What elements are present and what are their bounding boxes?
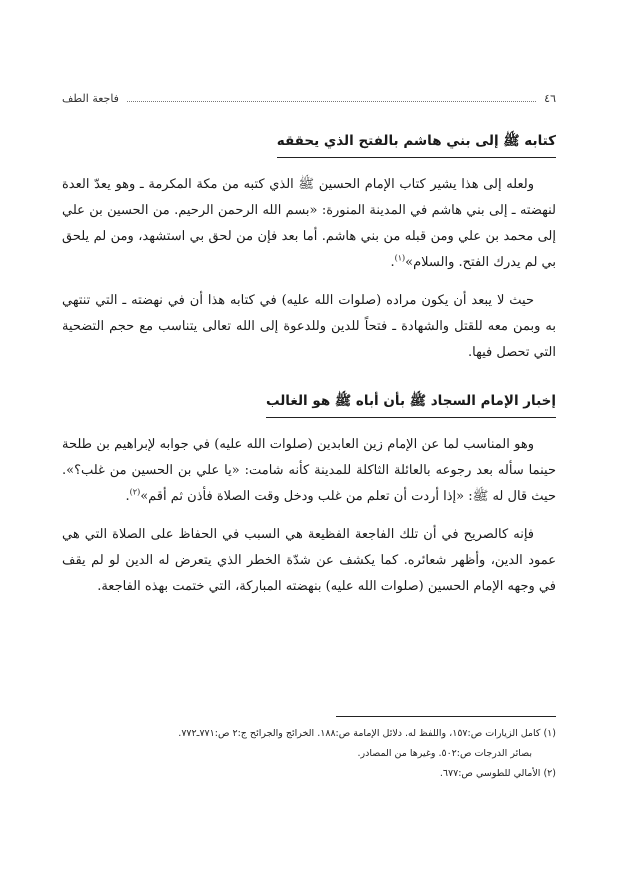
paragraph-text: ولعله إلى هذا يشير كتاب الإمام الحسين ﷺ الذي كتبه من مكة المكرمة ـ وهو يعدّ العدة لنهضته ـ إلى بني هاشم في المدينة المنورة: «بسم الله الرحمن الرحيم. من الحسين بن علي إلى محمد بن علي ومن قبله من بني هاشم. أما بعد فإن من لحق بي استشهد، ومن لم يلحق بي لم يدرك الفتح. والسلام» <box>62 177 556 270</box>
running-header <box>62 92 556 110</box>
footnote-2: (٢) الأمالي للطوسي ص:٦٧٧. <box>439 768 556 779</box>
paragraph-text: فإنه كالصريح في أن تلك الفاجعة الفظيعة هي السبب في الحفاظ على الصلاة التي هي عمود الدين، وأظهر شعائره. كما يكشف عن شدّة الخطر الذي يتعرض له الدين لو لم يقف في وجهه الإمام الحسين (صلوات الله عليه) بنهضته المباركة، التي ختمت بهذه الفاجعة. <box>62 527 556 594</box>
paragraph-text: وهو المناسب لما عن الإمام زين العابدين (صلوات الله عليه) في جوابه لإبراهيم بن طلحة حينما سأله بعد رجوعه بالعائلة الثاكلة للمدينة كأنه شامت: «يا علي بن الحسين من غلب؟». حيث قال له ﷺ: «إذا أردت أن تعلم من غلب ودخل وقت الصلاة فأذن ثم أقم» <box>62 437 556 504</box>
section-1 <box>62 110 556 366</box>
footnote-1: (١) كامل الزيارات ص:١٥٧، واللفظ له. دلائل الإمامة ص:١٨٨. الخرائج والجرائح ج:٢ ص:٧٧١ـ٧٧٢. <box>178 728 556 739</box>
paragraph-text: حيث لا يبعد أن يكون مراده (صلوات الله عليه) في كتابه هذا أن في نهضته ـ التي تنتهي به وبمن معه للقتل والشهادة ـ فتحاً للدين وللدعوة إلى الله تعالى يتناسب مع حجم التضحية التي تحصل فيها. <box>62 293 556 360</box>
page-number: ٤٦ <box>544 92 556 105</box>
footnote-ref[interactable]: (٢) <box>129 487 141 497</box>
footnote-ref[interactable]: (١) <box>394 253 406 263</box>
footnotes <box>62 724 556 784</box>
footnote-divider <box>336 716 556 717</box>
section-2 <box>62 378 556 600</box>
footnote-1-continued: بصائر الدرجات ص:٥٠٢. وغيرها من المصادر. <box>357 748 532 759</box>
paragraph: وهو المناسب لما عن الإمام زين العابدين (صلوات الله عليه) في جوابه لإبراهيم بن طلحة حينما سأله بعد رجوعه بالعائلة الثاكلة للمدينة كأنه شامت: «يا علي بن الحسين من غلب؟». حيث قال له ﷺ: «إذا أردت أن تعلم من غلب ودخل وقت الصلاة فأذن ثم أقم»$^{(٢)}$. <box>62 437 556 504</box>
paragraph: ولعله إلى هذا يشير كتاب الإمام الحسين ﷺ الذي كتبه من مكة المكرمة ـ وهو يعدّ العدة لنهضته ـ إلى بني هاشم في المدينة المنورة: «بسم الله الرحمن الرحيم. من الحسين بن علي إلى محمد بن علي ومن قبله من بني هاشم. أما بعد فإن من لحق بي استشهد، ومن لم يلحق بي لم يدرك الفتح. والسلام»$^{(١)}$. <box>62 177 556 270</box>
section-title: كتابه ﷺ إلى بني هاشم بالفتح الذي يحققه <box>277 132 556 158</box>
paragraph <box>62 522 556 600</box>
book-title: فاجعة الطف <box>62 92 119 105</box>
paragraph <box>62 288 556 366</box>
header-leader-dots <box>127 101 536 102</box>
page-body <box>62 92 556 612</box>
section-title: إخبار الإمام السجاد ﷺ بأن أباه ﷺ هو الغالب <box>266 392 556 418</box>
